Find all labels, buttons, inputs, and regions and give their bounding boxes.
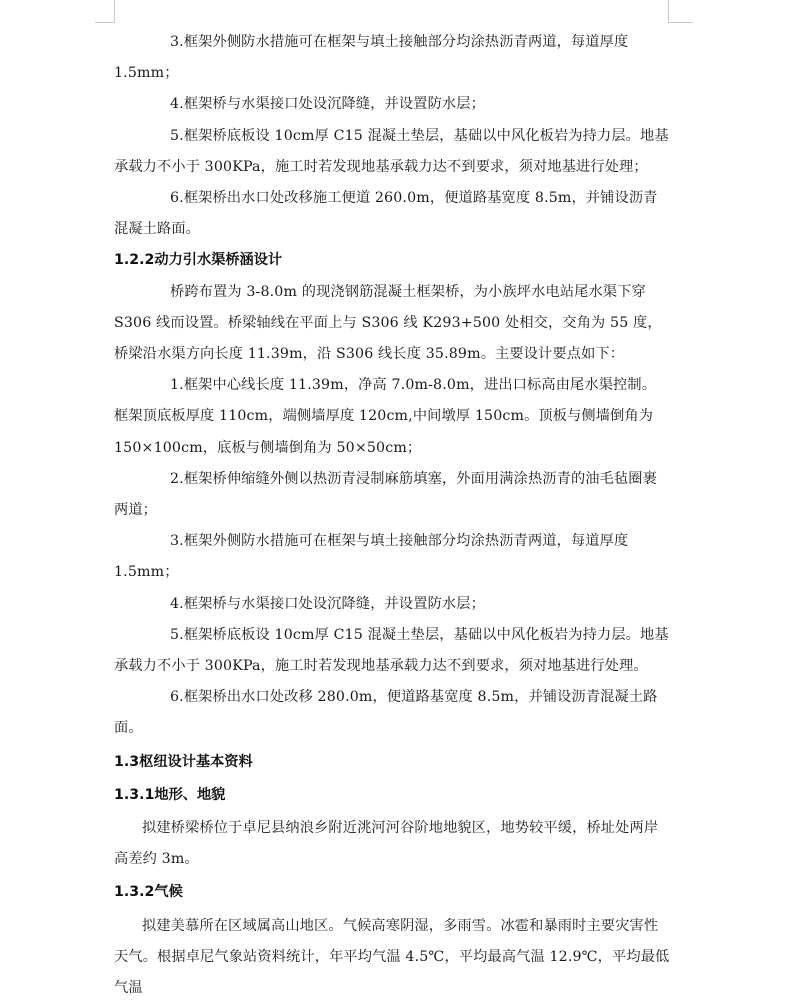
body-paragraph: 桥跨布置为 3-8.0m 的现浇钢筋混凝土框架桥，为小族坪水电站尾水渠下穿 S306 线而设置。桥梁轴线在平面上与 S306 线 K293+500 处相交，交角为 55 度，桥梁沿水渠方向长度 11.39m，沿 S306 线长度 35.89m。主要设计要点如下： xyxy=(114,283,662,363)
document-body xyxy=(114,27,670,1004)
body-paragraph: 3.框架外侧防水措施可在框架与填土接触部分均涂热沥青两道，每道厚度 1.5mm； xyxy=(114,533,629,581)
body-paragraph: 2.框架桥伸缩缝外侧以热沥青浸制麻筋填塞，外面用满涂热沥青的油毛毡圈裹两道； xyxy=(114,470,657,519)
body-paragraph: 1.框架中心线长度 11.39m，净高 7.0m-8.0m，进出口标高由尾水渠控制。框架顶底板厚度 110cm，端侧墙厚度 120cm,中间墩厚 150cm。顶板与侧墙倒角为 150×100cm，底板与侧墙倒角为 50×50cm； xyxy=(114,377,657,456)
body-paragraph: 5.框架桥底板设 10cm厚 C15 混凝土垫层，基础以中风化板岩为持力层。地基承载力不小于 300KPa，施工时若发现地基承载力达不到要求，须对地基进行处理； xyxy=(114,127,669,175)
body-paragraph: 4.框架桥与水渠接口处设沉降缝，并设置防水层； xyxy=(170,96,485,113)
subsection-heading: 1.3.2气候 xyxy=(114,884,183,901)
body-paragraph: 6.框架桥出水口处改移 280.0m，便道路基宽度 8.5m，并铺设沥青混凝土路面。 xyxy=(114,689,658,737)
page-margin-mark-top-left xyxy=(95,0,115,23)
page-margin-mark-top-right xyxy=(668,0,693,23)
section-heading: 1.2.2动力引水渠桥涵设计 xyxy=(114,252,283,269)
body-paragraph: 4.框架桥与水渠接口处设沉降缝，并设置防水层； xyxy=(170,595,485,612)
subsection-heading: 1.3.1地形、地貌 xyxy=(114,786,226,803)
body-paragraph: 5.框架桥底板设 10cm厚 C15 混凝土垫层，基础以中风化板岩为持力层。地基承载力不小于 300KPa，施工时若发现地基承载力达不到要求，须对地基进行处理。 xyxy=(114,626,669,675)
body-paragraph: 6.框架桥出水口处改移施工便道 260.0m，便道路基宽度 8.5m，并铺设沥青混凝土路面。 xyxy=(114,190,658,238)
section-heading: 1.3枢纽设计基本资料 xyxy=(114,753,253,770)
body-paragraph: 拟建美慕所在区域属高山地区。气候高寒阴湿，多雨雪。冰雹和暴雨时主要灾害性天气。根据卓尼气象站资料统计，年平均气温 4.5℃，平均最高气温 12.9℃，平均最低气温 xyxy=(114,917,670,997)
body-paragraph: 拟建桥梁桥位于卓尼县纳浪乡附近洮河河谷阶地地貌区，地势较平缓，桥址处两岸高差约 3m。 xyxy=(114,820,659,868)
body-paragraph: 3.框架外侧防水措施可在框架与填土接触部分均涂热沥青两道，每道厚度 1.5mm； xyxy=(114,34,629,82)
